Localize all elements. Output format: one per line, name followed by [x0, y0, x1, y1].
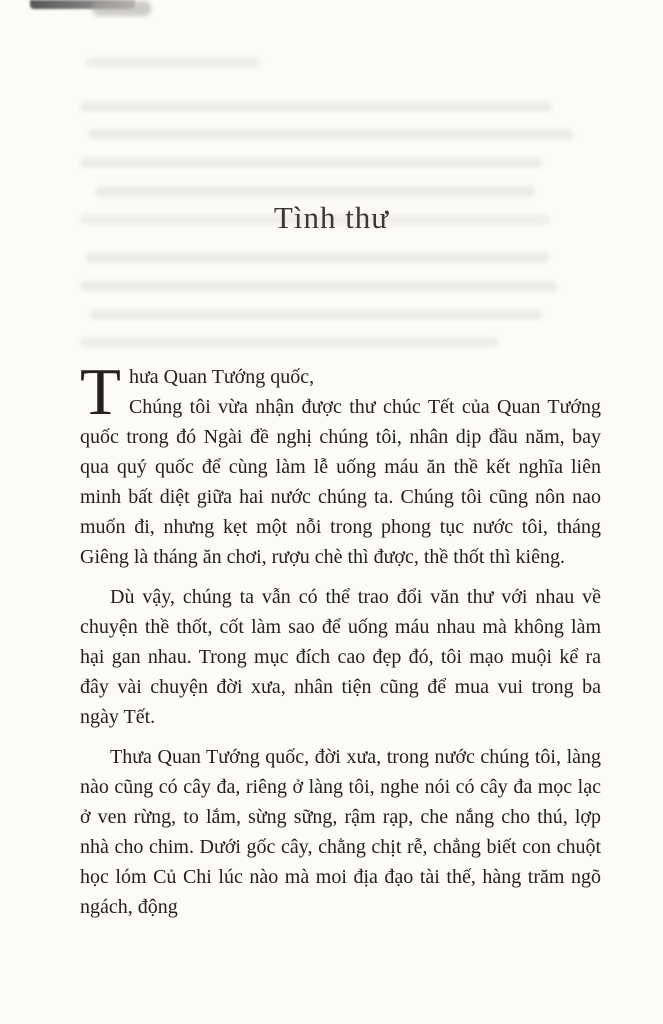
paragraph: Dù vậy, chúng ta vẫn có thể trao đổi văn thư với nhau về chuyện thề thốt, cốt làm sao để uống máu nhau mà không làm hại gan nhau. Trong mục đích cao đẹp đó, tôi mạo muội kể ra đây vài chuyện đời xưa, nhân tiện cũng để mua vui trong ba ngày Tết.	[80, 586, 601, 728]
scan-smudge	[93, 1, 151, 16]
page-text	[80, 355, 601, 932]
paragraph	[80, 355, 601, 572]
bleedthrough-line	[88, 129, 574, 140]
bleedthrough-line	[95, 186, 535, 197]
paragraph-text: Chúng tôi vừa nhận được thư chúc Tết của Quan Tướng quốc trong đó Ngài đề nghị chúng tôi, nhân dịp đầu năm, bay qua quý quốc để cùng làm lễ uống máu ăn thề kết nghĩa liên minh bất diệt giữa hai nước chúng ta. Chúng tôi cũng nôn nao muốn đi, nhưng kẹt một nỗi trong phong tục nước tôi, tháng Giêng là tháng ăn chơi, rượu chè thì được, thề thốt thì kiêng.	[80, 396, 601, 568]
paragraph: Thưa Quan Tướng quốc, đời xưa, trong nước chúng tôi, làng nào cũng có cây đa, riêng ở làng tôi, nghe nói có cây đa mọc lạc ở ven rừng, to lắm, sừng sững, rậm rạp, che nắng cho thú, lợp nhà cho chim. Dưới gốc cây, chằng chịt rễ, chẳng biết con chuột học lóm Củ Chi lúc nào mà moi địa đạo tài thế, hàng trăm ngõ ngách, động	[80, 746, 601, 918]
bleedthrough-line	[80, 101, 552, 112]
bleedthrough-line	[80, 157, 542, 168]
bleedthrough-line	[90, 309, 542, 320]
chapter-title: Tình thư	[273, 200, 390, 235]
bleedthrough-line	[86, 57, 261, 68]
bleedthrough-line	[85, 252, 550, 263]
bleedthrough-line	[80, 337, 498, 348]
paragraph-text: hưa Quan Tướng quốc,	[128, 366, 315, 388]
bleedthrough-line	[80, 281, 558, 292]
drop-cap: T	[80, 355, 121, 429]
